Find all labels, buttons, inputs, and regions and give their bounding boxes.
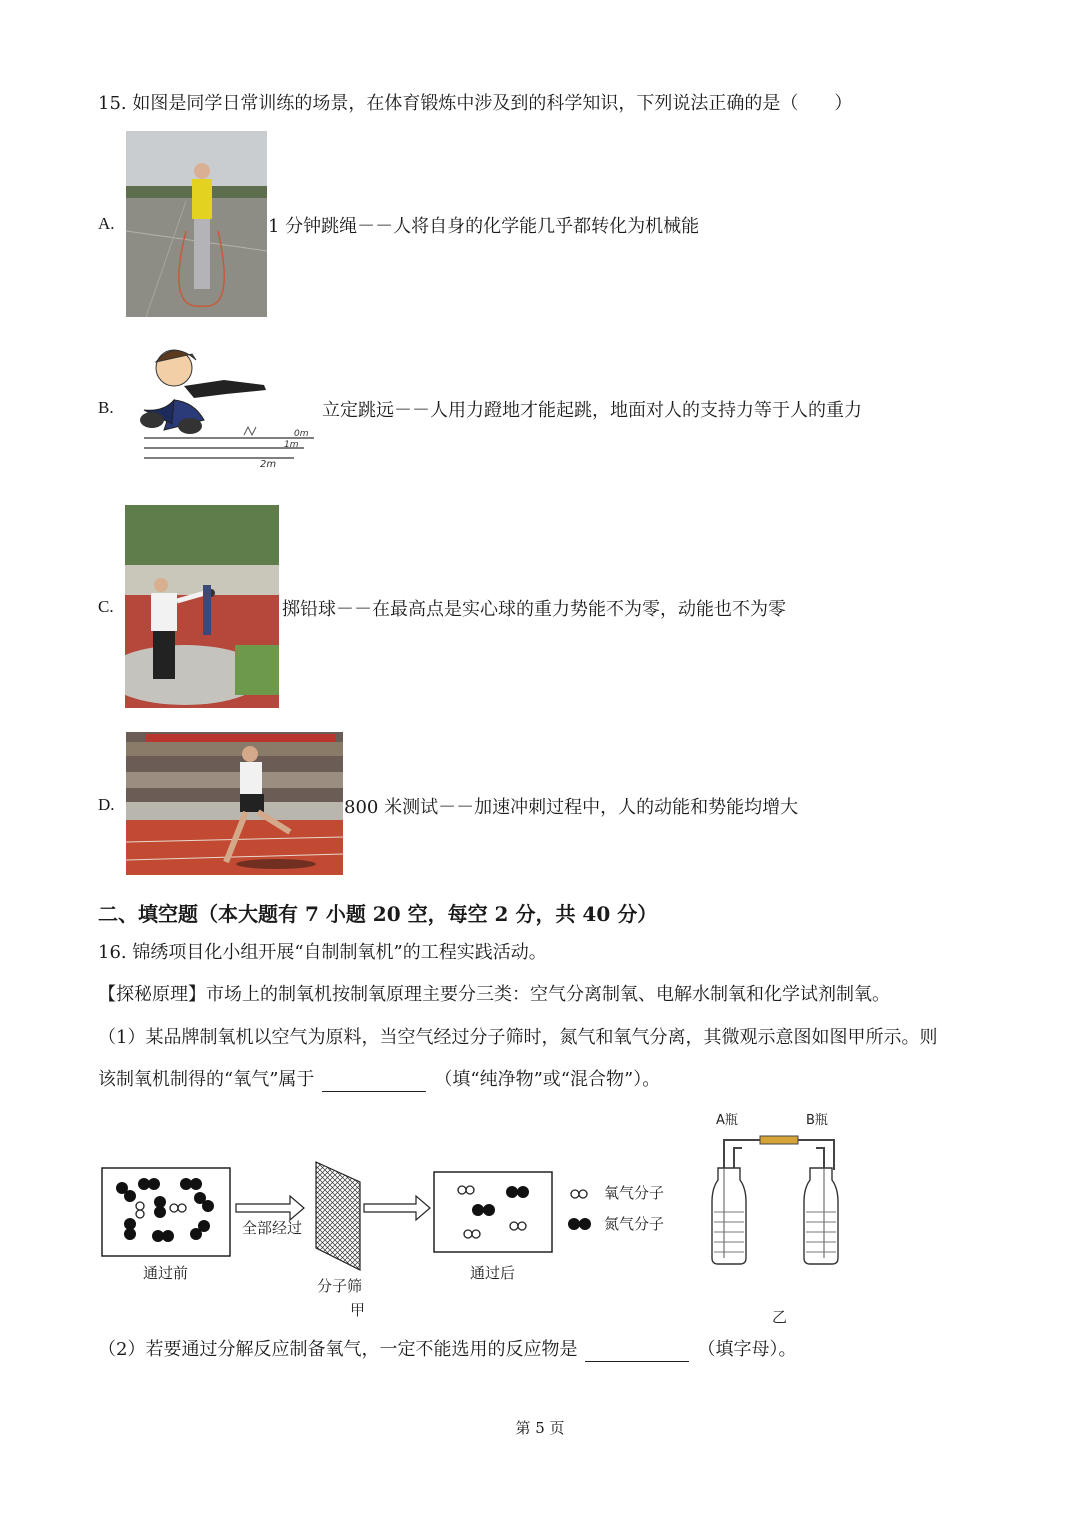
q16-part1-before: 该制氧机制得的“氧气”属于 [98, 1069, 315, 1090]
pass-label: 全部经过 [242, 1219, 303, 1237]
option-c-text: 掷铅球－－在最高点是实心球的重力势能不为零，动能也不为零 [282, 599, 786, 620]
option-b-letter: B. [98, 398, 114, 417]
shot-put-photo [125, 505, 279, 708]
q16-part1-line1: （1）某品牌制氧机以空气为原料，当空气经过分子筛时，氮气和氧气分离，其微观示意图如图甲所示。则 [98, 1027, 938, 1048]
section-heading: 二、填空题（本大题有 7 小题 20 空，每空 2 分，共 40 分） [98, 902, 658, 926]
mark-1m: 1m [284, 440, 299, 450]
legend-nitrogen: 氮气分子 [604, 1215, 665, 1233]
bottle-a-label: A瓶 [716, 1113, 738, 1128]
answer-blank-2[interactable] [585, 1343, 689, 1362]
q15-stem: 15. 如图是同学日常训练的场景，在体育锻炼中涉及到的科学知识，下列说法正确的是（ ） [98, 93, 853, 114]
long-jump-cartoon [134, 340, 318, 478]
before-label: 通过前 [143, 1264, 189, 1282]
two-bottle-apparatus [700, 1108, 860, 1328]
q16-part2 [98, 1338, 796, 1362]
molecular-sieve [316, 1162, 360, 1270]
fig-jia-label: 甲 [350, 1301, 366, 1319]
jump-rope-photo [126, 131, 267, 317]
option-b-text: 立定跳远－－人用力蹬地才能起跳，地面对人的支持力等于人的重力 [322, 400, 862, 421]
mark-0m: 0m [294, 429, 309, 439]
sieve-label: 分子筛 [317, 1277, 363, 1295]
q16-part2-before: （2）若要通过分解反应制备氧气，一定不能选用的反应物是 [98, 1339, 578, 1360]
legend-oxygen: 氧气分子 [604, 1184, 665, 1202]
fig-yi-label: 乙 [772, 1308, 788, 1326]
after-label: 通过后 [470, 1264, 516, 1282]
option-d-text: 800 米测试－－加速冲刺过程中，人的动能和势能均增大 [344, 797, 799, 818]
mark-2m: 2m [260, 459, 277, 470]
q16-part2-after: （填字母）。 [697, 1339, 797, 1360]
molecular-sieve-diagram [100, 1160, 680, 1330]
option-c-letter: C. [98, 597, 114, 616]
option-a-text: 1 分钟跳绳－－人将自身的化学能几乎都转化为机械能 [268, 216, 700, 237]
q16-part1-line2 [98, 1068, 660, 1092]
bottle-b-label: B瓶 [806, 1113, 828, 1128]
option-a-letter: A. [98, 214, 115, 233]
option-d-letter: D. [98, 795, 115, 814]
running-photo [126, 732, 343, 875]
answer-blank-1[interactable] [322, 1073, 426, 1092]
page-number: 第 5 页 [515, 1419, 565, 1437]
q16-stem: 16. 锦绣项目化小组开展“自制制氧机”的工程实践活动。 [98, 942, 547, 963]
q16-principle: 【探秘原理】市场上的制氧机按制氧原理主要分三类：空气分离制氧、电解水制氧和化学试剂制氧。 [98, 984, 890, 1005]
q16-part1-after: （填“纯净物”或“混合物”）。 [434, 1069, 661, 1090]
